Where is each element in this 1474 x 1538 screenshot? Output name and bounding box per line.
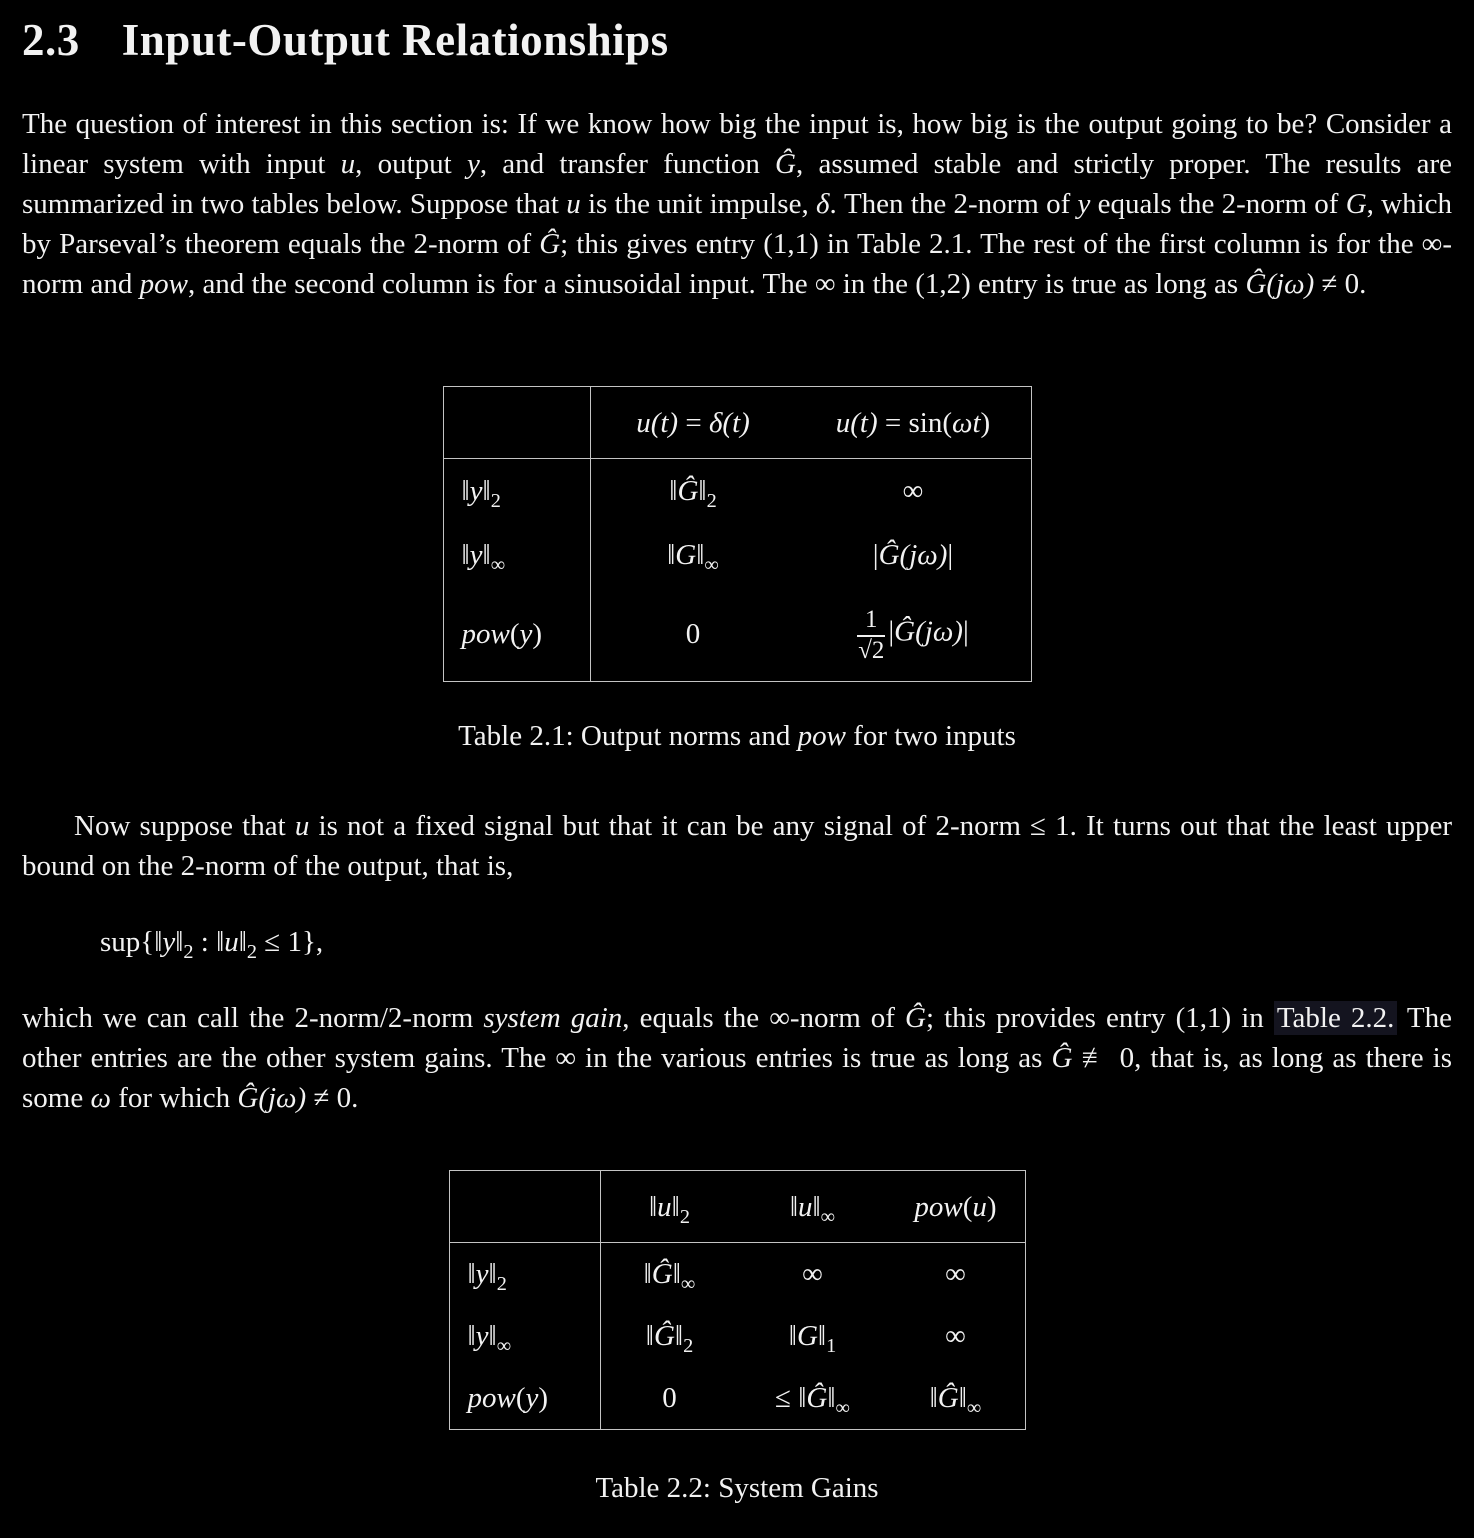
- section-number: 2.3: [22, 15, 80, 65]
- text-segment: ; this provides entry (1,1) in: [925, 1002, 1274, 1034]
- text-segment: which we can call the 2-norm/2-norm: [22, 1002, 484, 1034]
- fraction-numerator: 1: [865, 606, 878, 634]
- text-segment: Ĝ: [806, 1382, 828, 1414]
- text-segment: ‖: [672, 1258, 681, 1290]
- table-cell: [796, 523, 1032, 587]
- fraction-denominator: √2: [858, 637, 885, 664]
- text-segment: Ĝ(jω): [878, 539, 948, 571]
- text-segment: =: [678, 406, 709, 439]
- text-segment: , output: [355, 148, 467, 180]
- text-segment: , equals the ∞-norm of: [622, 1002, 906, 1034]
- text-segment: 2: [706, 489, 717, 512]
- table-2-1: [443, 386, 1032, 682]
- text-segment: ‖: [645, 1320, 654, 1352]
- paragraph-1: [22, 104, 1452, 304]
- text-segment: (: [962, 1190, 973, 1223]
- text-segment: |: [888, 615, 895, 648]
- table-cell: [590, 587, 796, 682]
- text-segment: 2: [246, 940, 258, 963]
- text-segment: ∞: [835, 1396, 850, 1419]
- text-segment: ‖: [488, 1258, 497, 1290]
- text-segment: , which by Parseval’s theorem equals the 2-norm of: [22, 188, 1453, 260]
- table-cell: [739, 1367, 887, 1430]
- text-segment: ‖: [649, 1190, 658, 1223]
- table-header-cell: [739, 1171, 887, 1243]
- text-segment: 2: [683, 1334, 694, 1357]
- table-row-label: [443, 587, 590, 682]
- table-cell: [600, 1305, 739, 1367]
- table-2-2-container: [22, 1170, 1452, 1430]
- table-row: [443, 587, 1031, 682]
- text-segment: 2: [490, 489, 501, 512]
- text-segment: 0: [685, 618, 701, 650]
- text-segment: u(t): [636, 406, 679, 439]
- text-segment: ‖: [671, 1190, 680, 1223]
- text-segment: |: [947, 539, 954, 571]
- table-row: [443, 459, 1031, 524]
- text-segment: pow: [461, 618, 510, 650]
- text-segment: (: [509, 618, 520, 650]
- text-segment: ‖: [461, 475, 470, 507]
- text-segment: 2: [183, 940, 194, 963]
- table-row: [449, 1367, 1025, 1430]
- table-row: [449, 1305, 1025, 1367]
- text-segment: G: [1345, 188, 1367, 220]
- text-segment: Ĝ: [653, 1320, 675, 1352]
- text-segment: G: [796, 1320, 818, 1352]
- text-segment: . Then the 2-norm of: [829, 188, 1078, 220]
- text-segment: y: [519, 618, 533, 650]
- text-segment: ‖: [696, 539, 705, 571]
- text-segment: ‖: [817, 1320, 827, 1352]
- table-cell: [887, 1243, 1026, 1306]
- text-segment: ‖: [238, 926, 247, 958]
- text-segment: ∞: [490, 553, 506, 576]
- table-corner-cell: [443, 387, 590, 459]
- table-row-label: [449, 1243, 600, 1306]
- table-row-label: [449, 1305, 600, 1367]
- text-segment: for which: [110, 1082, 238, 1114]
- text-segment: is the unit impulse,: [580, 188, 816, 220]
- text-segment: u: [340, 148, 356, 180]
- text-segment: Ĝ: [677, 475, 699, 507]
- text-segment: ∞: [680, 1272, 696, 1295]
- text-segment: Table 2.1: Output norms and: [458, 720, 798, 752]
- text-segment: u: [657, 1190, 672, 1223]
- text-segment: sup{‖: [100, 926, 163, 958]
- text-segment: ∞: [945, 1258, 966, 1290]
- table-cell: [739, 1305, 887, 1367]
- table-row-label: [449, 1367, 600, 1430]
- text-segment: Ĝ: [651, 1258, 673, 1290]
- text-segment: for two inputs: [845, 720, 1016, 752]
- text-segment: ∞: [945, 1320, 966, 1352]
- text-segment: ): [538, 1382, 549, 1414]
- text-segment: ‖: [467, 1320, 476, 1352]
- text-segment: ∞: [902, 475, 924, 507]
- table-cell: [887, 1367, 1026, 1430]
- text-segment: ‖: [958, 1382, 967, 1414]
- text-segment: (: [515, 1382, 526, 1414]
- text-segment: ∞: [802, 1258, 823, 1290]
- fraction: [857, 606, 885, 665]
- table-row: [443, 387, 1031, 459]
- text-segment: 0: [662, 1382, 677, 1414]
- text-segment: ‖: [827, 1382, 836, 1414]
- table-2-2-link[interactable]: Table 2.2.: [1274, 1001, 1398, 1035]
- text-segment: ‖: [667, 539, 676, 571]
- paragraph-2: [22, 806, 1452, 886]
- text-segment: Ĝ: [539, 228, 561, 260]
- text-segment: ‖: [929, 1382, 938, 1414]
- text-segment: u: [566, 188, 581, 220]
- text-segment: ‖: [461, 539, 470, 571]
- text-segment: u: [798, 1190, 813, 1223]
- text-segment: δ: [815, 188, 830, 220]
- text-segment: ‖: [643, 1258, 652, 1290]
- table-header-cell: [887, 1171, 1026, 1243]
- text-segment: 2: [496, 1272, 507, 1295]
- section-heading: [22, 14, 1452, 66]
- text-segment: 2: [679, 1205, 690, 1228]
- text-segment: ‖: [674, 1320, 684, 1352]
- text-segment: G: [675, 539, 697, 571]
- table-cell: [600, 1243, 739, 1306]
- table-cell: [887, 1305, 1026, 1367]
- text-segment: u: [294, 810, 310, 842]
- text-segment: Now suppose that: [74, 810, 295, 842]
- text-segment: : ‖: [193, 926, 225, 958]
- table-2-1-container: [22, 386, 1452, 682]
- text-segment: Ĝ(jω): [1245, 268, 1315, 300]
- table-cell: [600, 1367, 739, 1430]
- text-segment: u: [972, 1190, 987, 1223]
- table-header-cell: [600, 1171, 739, 1243]
- text-segment: , and transfer function: [479, 148, 776, 180]
- table-row: [449, 1171, 1025, 1243]
- text-segment: ‖: [482, 539, 491, 571]
- text-segment: ∞: [704, 553, 719, 576]
- table-corner-cell: [449, 1171, 600, 1243]
- text-segment: equals the 2-norm of: [1090, 188, 1346, 220]
- text-segment: Ĝ: [905, 1002, 926, 1034]
- text-segment: ωt: [952, 406, 981, 439]
- text-segment: ≠ 0.: [306, 1082, 359, 1114]
- table-cell: [739, 1243, 887, 1306]
- table-row-label: [443, 459, 590, 524]
- text-segment: ≤ 1},: [257, 926, 324, 958]
- text-segment: y: [1077, 188, 1091, 220]
- text-segment: Ĝ: [937, 1382, 959, 1414]
- text-segment: ): [980, 406, 991, 439]
- table-cell: [796, 459, 1032, 524]
- table-2-2: [449, 1170, 1026, 1430]
- table-header-cell: [590, 387, 796, 459]
- text-segment: ‖: [467, 1258, 476, 1290]
- text-segment: The other entries are the other system gains. The ∞ in the various entries is true as long as: [22, 1002, 1453, 1074]
- text-segment: pow: [797, 720, 846, 752]
- text-segment: 1: [826, 1334, 837, 1357]
- text-segment: pow: [139, 268, 188, 300]
- text-segment: ‖: [789, 1190, 799, 1223]
- text-segment: is not a fixed signal but that it can be any signal of 2-norm ≤ 1. It turns out that the least upper bound on the 2-norm of the output, that is,: [22, 810, 1452, 882]
- text-segment: |: [872, 539, 879, 571]
- text-segment: ≢ 0, that is, as long as there is some: [22, 1042, 1452, 1114]
- text-segment: ‖: [488, 1320, 497, 1352]
- table-cell: [590, 459, 796, 524]
- text-segment: u: [224, 926, 239, 958]
- text-segment: The question of interest in this section is: If we know how big the input is, how big is the output going to be? Consider a linear system with input: [22, 108, 1452, 180]
- text-segment: y: [475, 1320, 489, 1352]
- text-segment: y: [162, 926, 176, 958]
- text-segment: ‖: [175, 926, 184, 958]
- text-segment: Ĝ: [1051, 1042, 1073, 1074]
- text-segment: , assumed stable and strictly proper. The results are summarized in two tables below. Suppose that: [22, 148, 1452, 220]
- text-segment: ∞: [820, 1205, 836, 1228]
- table-row: [443, 523, 1031, 587]
- text-segment: ∞: [966, 1396, 982, 1419]
- text-segment: ‖: [669, 475, 678, 507]
- table-header-cell: [796, 387, 1032, 459]
- text-segment: ): [532, 618, 543, 650]
- text-segment: pow: [914, 1190, 963, 1223]
- text-segment: u(t): [835, 406, 878, 439]
- text-segment: y: [469, 539, 483, 571]
- table-cell: [590, 523, 796, 587]
- text-segment: Ĝ(jω): [237, 1082, 307, 1114]
- paragraph-3: [22, 998, 1452, 1118]
- table-2-1-caption: [22, 716, 1452, 756]
- text-segment: Ĝ(jω): [894, 615, 963, 648]
- text-segment: = sin(: [877, 406, 952, 439]
- text-segment: ): [986, 1190, 997, 1223]
- fraction-suffix: [888, 616, 968, 648]
- text-segment: , and the second column is for a sinusoidal input. The ∞ in the (1,2) entry is true as long as: [187, 268, 1246, 300]
- text-segment: |: [962, 615, 969, 648]
- text-segment: ω: [90, 1082, 111, 1114]
- text-segment: y: [475, 1258, 489, 1290]
- section-title: Input-Output Relationships: [121, 15, 669, 65]
- table-row: [449, 1243, 1025, 1306]
- text-segment: ‖: [812, 1190, 821, 1223]
- text-segment: y: [466, 148, 480, 180]
- text-segment: y: [469, 475, 483, 507]
- table-2-2-caption: [22, 1468, 1452, 1508]
- text-segment: ∞: [496, 1334, 512, 1357]
- text-segment: ‖: [788, 1320, 797, 1352]
- text-segment: ‖: [482, 475, 491, 507]
- text-segment: ≠ 0.: [1314, 268, 1367, 300]
- text-segment: Table 2.2: System Gains: [595, 1472, 879, 1504]
- text-segment: δ(t): [708, 406, 750, 439]
- text-segment: ≤ ‖: [775, 1382, 807, 1414]
- text-segment: system gain: [483, 1002, 623, 1034]
- equation-sup-norm: [100, 922, 1452, 962]
- table-cell: [796, 587, 1032, 682]
- table-row-label: [443, 523, 590, 587]
- text-segment: y: [525, 1382, 539, 1414]
- text-segment: ‖: [698, 475, 707, 507]
- text-segment: pow: [467, 1382, 516, 1414]
- text-segment: ; this gives entry (1,1) in Table 2.1. The rest of the first column is for the ∞-norm and: [22, 228, 1452, 300]
- text-segment: Ĝ: [775, 148, 796, 180]
